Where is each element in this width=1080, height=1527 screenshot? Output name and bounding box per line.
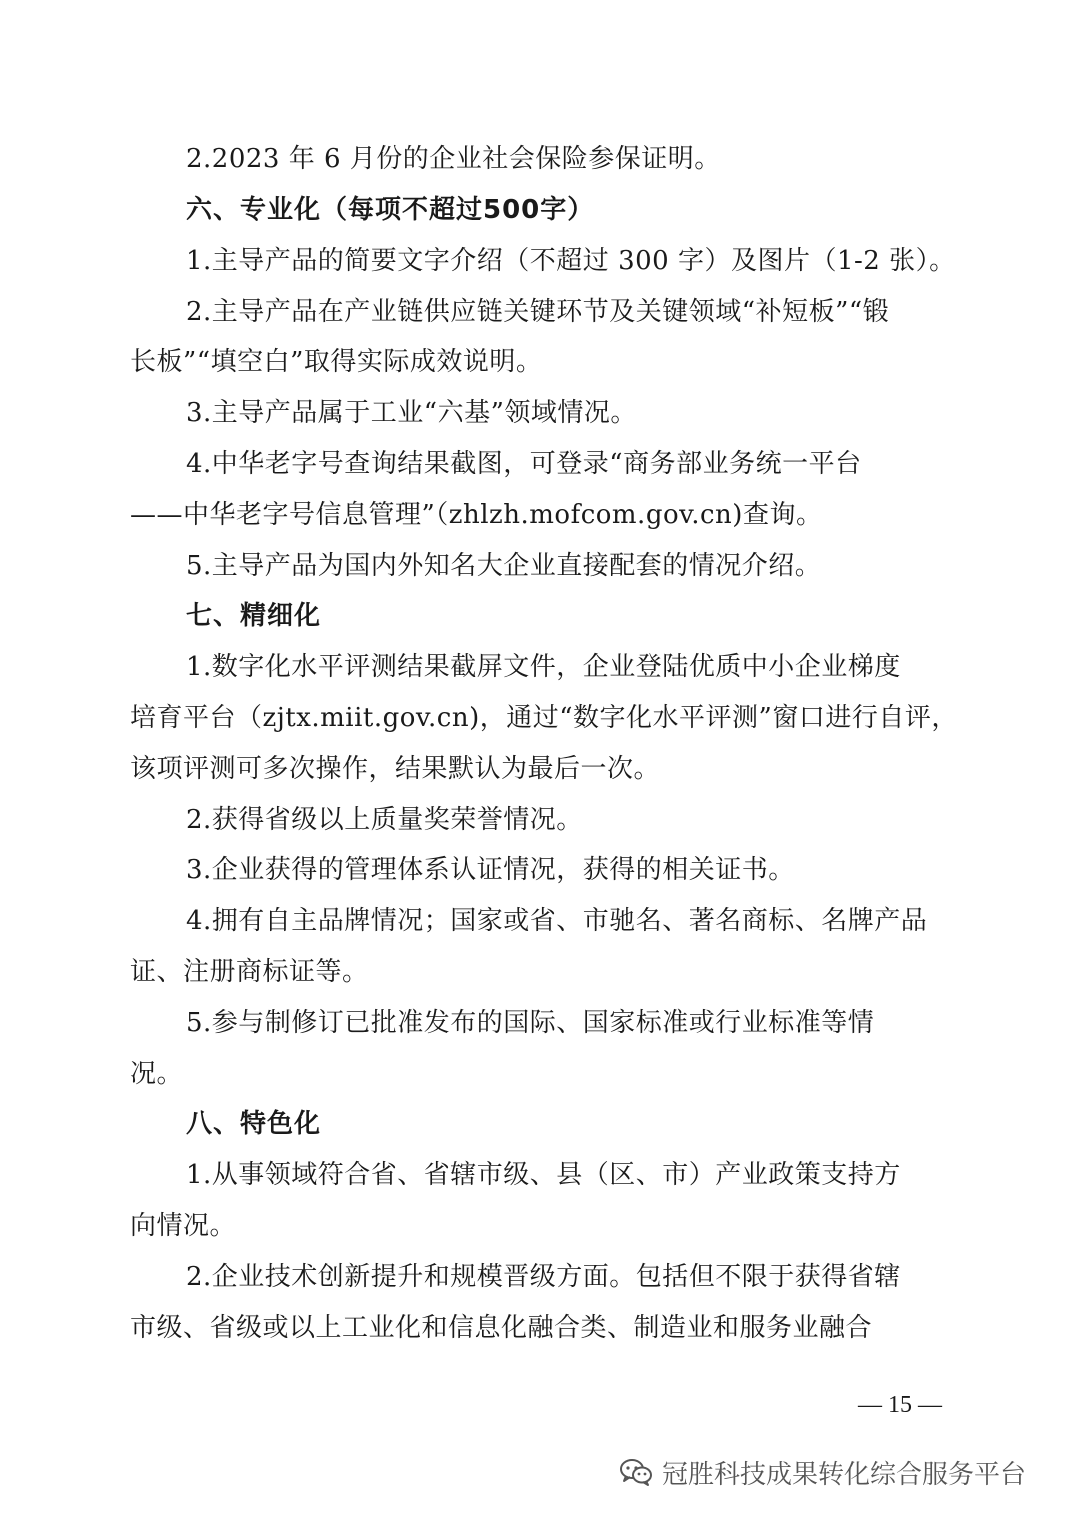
- text-line: 1.数字化水平评测结果截屏文件，企业登陆优质中小企业梯度: [186, 652, 901, 682]
- text-line: 长板”“填空白”取得实际成效说明。: [130, 347, 543, 377]
- text-line: 2.主导产品在产业链供应链关键环节及关键领域“补短板”“锻: [186, 297, 890, 327]
- text-line: 4.拥有自主品牌情况；国家或省、市驰名、著名商标、名牌产品: [186, 906, 928, 936]
- section-heading-refinement: 七、精细化: [186, 601, 322, 631]
- text-line: 2.企业技术创新提升和规模晋级方面。包括但不限于获得省辖: [186, 1262, 901, 1292]
- wechat-icon: [618, 1457, 654, 1487]
- section-heading-characteristic: 八、特色化: [186, 1109, 322, 1139]
- watermark: [618, 1452, 1026, 1492]
- text-line: ——中华老字号信息管理”（zhlzh.mofcom.gov.cn)查询。: [130, 500, 823, 530]
- text-line: 1.从事领域符合省、省辖市级、县（区、市）产业政策支持方: [186, 1160, 901, 1190]
- text-line: 5.参与制修订已批准发布的国际、国家标准或行业标准等情: [186, 1008, 875, 1038]
- text-line: 1.主导产品的简要文字介绍（不超过 300 字）及图片（1-2 张）。: [186, 246, 956, 276]
- section-heading-specialization: 六、专业化（每项不超过500字）: [186, 195, 595, 225]
- text-line: 况。: [130, 1059, 184, 1089]
- text-line: 3.主导产品属于工业“六基”领域情况。: [186, 398, 637, 428]
- page-number: — 15 —: [858, 1392, 942, 1418]
- text-line: 培育平台（zjtx.miit.gov.cn)，通过“数字化水平评测”窗口进行自评，: [130, 703, 958, 733]
- text-line: 该项评测可多次操作，结果默认为最后一次。: [130, 754, 661, 784]
- text-line: 向情况。: [130, 1211, 237, 1241]
- text-line: 证、注册商标证等。: [130, 957, 369, 987]
- text-line: 市级、省级或以上工业化和信息化融合类、制造业和服务业融合: [130, 1313, 873, 1343]
- text-line: 2.2023 年 6 月份的企业社会保险参保证明。: [186, 144, 721, 174]
- watermark-text: 冠胜科技成果转化综合服务平台: [662, 1459, 1027, 1490]
- text-line: 5.主导产品为国内外知名大企业直接配套的情况介绍。: [186, 551, 822, 581]
- text-line: 2.获得省级以上质量奖荣誉情况。: [186, 805, 583, 835]
- text-line: 3.企业获得的管理体系认证情况，获得的相关证书。: [186, 855, 795, 885]
- text-line: 4.中华老字号查询结果截图，可登录“商务部业务统一平台: [186, 449, 862, 479]
